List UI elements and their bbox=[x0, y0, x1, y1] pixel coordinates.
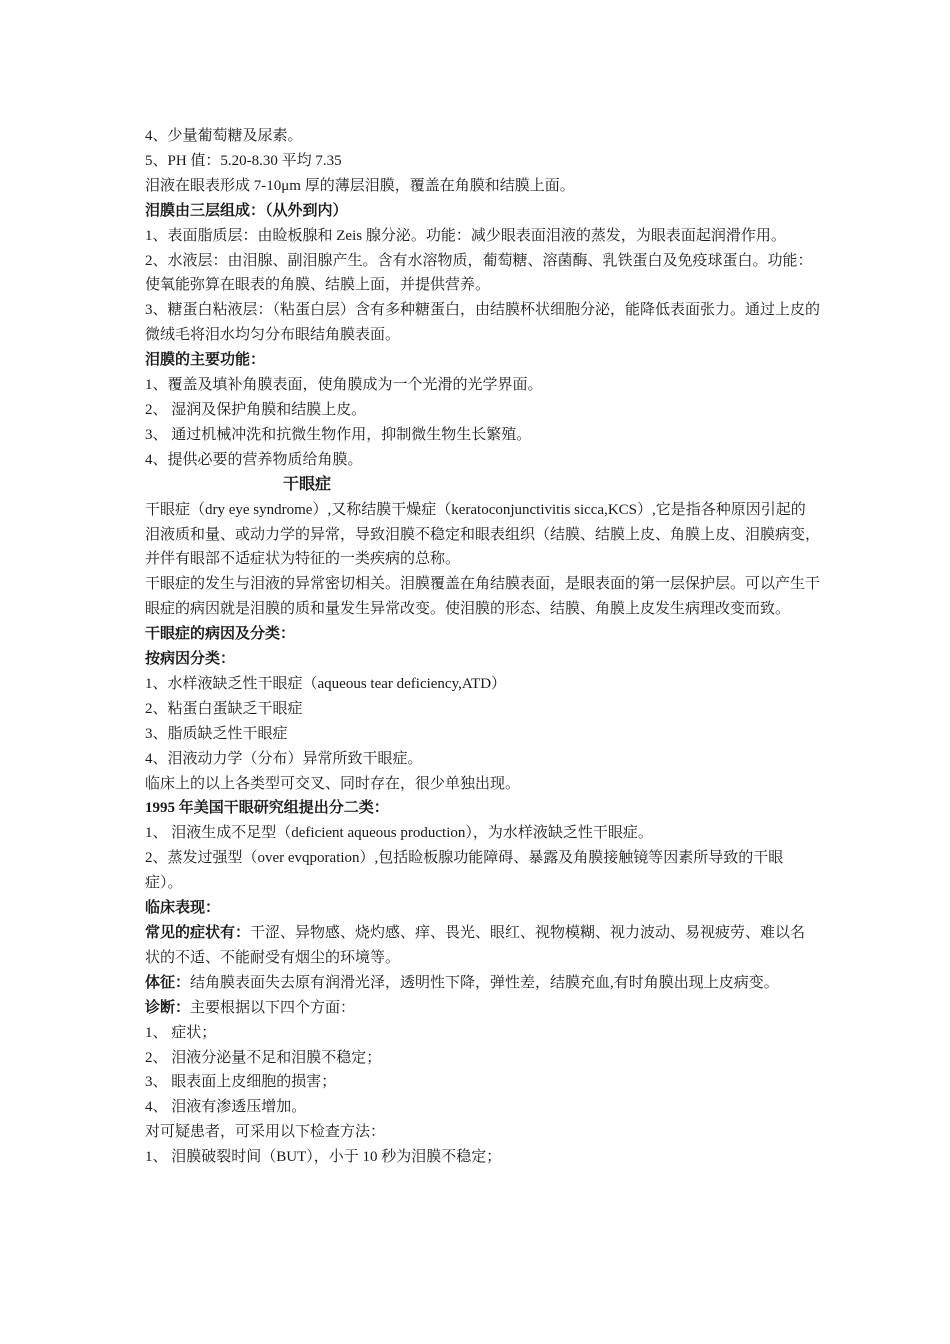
list-item: 2、 泪液分泌量不足和泪膜不稳定； bbox=[145, 1049, 382, 1066]
list-item: 1、 泪膜破裂时间（BUT），小于 10 秒为泪膜不稳定； bbox=[145, 1149, 502, 1166]
list-item: 1、水样液缺乏性干眼症（aqueous tear deficiency,ATD） bbox=[145, 675, 507, 692]
list-item: 1、 症状； bbox=[145, 1024, 217, 1041]
list-item: 4、 泪液有渗透压增加。 bbox=[145, 1099, 307, 1116]
inline-label: 诊断： bbox=[145, 999, 191, 1016]
list-item: 4、提供必要的营养物质给角膜。 bbox=[145, 451, 363, 468]
paragraph bbox=[145, 996, 820, 1021]
section-heading: 泪膜由三层组成：（从外到内） bbox=[145, 202, 348, 219]
section-heading: 干眼症的病因及分类： bbox=[145, 626, 296, 643]
section-heading: 1995 年美国干眼研究组提出分二类： bbox=[145, 800, 389, 817]
list-item: 1、覆盖及填补角膜表面，使角膜成为一个光滑的光学界面。 bbox=[145, 377, 543, 394]
paragraph bbox=[145, 921, 820, 971]
section-heading: 泪膜的主要功能： bbox=[145, 352, 266, 369]
list-item: 2、水液层：由泪腺、副泪腺产生。含有水溶物质，葡萄糖、溶菌酶、乳铁蛋白及免疫球蛋白。功能：使氧能弥算在眼表的角膜、结膜上面，并提供营养。 bbox=[145, 252, 813, 294]
section-heading: 按病因分类： bbox=[145, 651, 236, 668]
list-item: 3、 眼表面上皮细胞的损害； bbox=[145, 1074, 337, 1091]
list-item: 4、少量葡萄糖及尿素。 bbox=[145, 128, 303, 144]
list-item: 4、泪液动力学（分布）异常所致干眼症。 bbox=[145, 750, 423, 767]
inline-label: 常见的症状有： bbox=[145, 925, 251, 941]
list-item: 3、脂质缺乏性干眼症 bbox=[145, 725, 288, 742]
list-item: 2、蒸发过强型（over evqporation）,包括睑板腺功能障碍、暴露及角膜接触镜等因素所导致的干眼症）。 bbox=[145, 850, 784, 892]
paragraph bbox=[145, 971, 820, 996]
inline-label: 体征： bbox=[145, 974, 191, 991]
list-item: 2、 湿润及保护角膜和结膜上皮。 bbox=[145, 401, 367, 418]
page-title: 干眼症 bbox=[283, 475, 332, 493]
paragraph: 对可疑患者，可采用以下检查方法： bbox=[145, 1124, 386, 1141]
list-item: 1、表面脂质层：由睑板腺和 Zeis 腺分泌。功能：减少眼表面泪液的蒸发，为眼表面起润滑作用。 bbox=[145, 227, 786, 244]
list-item: 3、 通过机械冲洗和抗微生物作用，抑制微生物生长繁殖。 bbox=[145, 426, 532, 443]
list-item: 3、糖蛋白粘液层：（粘蛋白层）含有多种糖蛋白，由结膜杯状细胞分泌，能降低表面张力。通过上皮的微绒毛将泪水均匀分布眼结角膜表面。 bbox=[145, 302, 821, 344]
paragraph: 临床上的以上各类型可交叉、同时存在，很少单独出现。 bbox=[145, 775, 521, 792]
list-item: 5、PH 值：5.20-8.30 平均 7.35 bbox=[145, 152, 342, 169]
inline-text: 主要根据以下四个方面： bbox=[190, 999, 356, 1016]
inline-text: 干涩、异物感、烧灼感、痒、畏光、眼红、视物模糊、视力波动、易视疲劳、难以名状的不适、不能耐受有烟尘的环境等。 bbox=[145, 925, 806, 966]
paragraph: 干眼症（dry eye syndrome）,又称结膜干燥症（keratoconjunctivitis sicca,KCS）,它是指各种原因引起的泪液质和量、或动力学的异常，导致泪膜不稳定和眼表组织（结膜、结膜上皮、角膜上皮、泪膜病变，并伴有眼部不适症状为特征的一类疾病的总称。 bbox=[145, 501, 821, 568]
paragraph: 泪液在眼表形成 7-10μm 厚的薄层泪膜，覆盖在角膜和结膜上面。 bbox=[145, 177, 575, 194]
document-body bbox=[145, 124, 820, 1170]
inline-text: 结角膜表面失去原有润滑光泽，透明性下降，弹性差，结膜充血,有时角膜出现上皮病变。 bbox=[190, 974, 779, 991]
paragraph: 干眼症的发生与泪液的异常密切相关。泪膜覆盖在角结膜表面，是眼表面的第一层保护层。可以产生干眼症的病因就是泪膜的质和量发生异常改变。使泪膜的形态、结膜、角膜上皮发生病理改变而致。 bbox=[145, 576, 821, 618]
list-item: 2、粘蛋白蛋缺乏干眼症 bbox=[145, 700, 303, 717]
list-item: 1、 泪液生成不足型（deficient aqueous production），为水样液缺乏性干眼症。 bbox=[145, 825, 653, 842]
section-heading: 临床表现： bbox=[145, 900, 221, 917]
